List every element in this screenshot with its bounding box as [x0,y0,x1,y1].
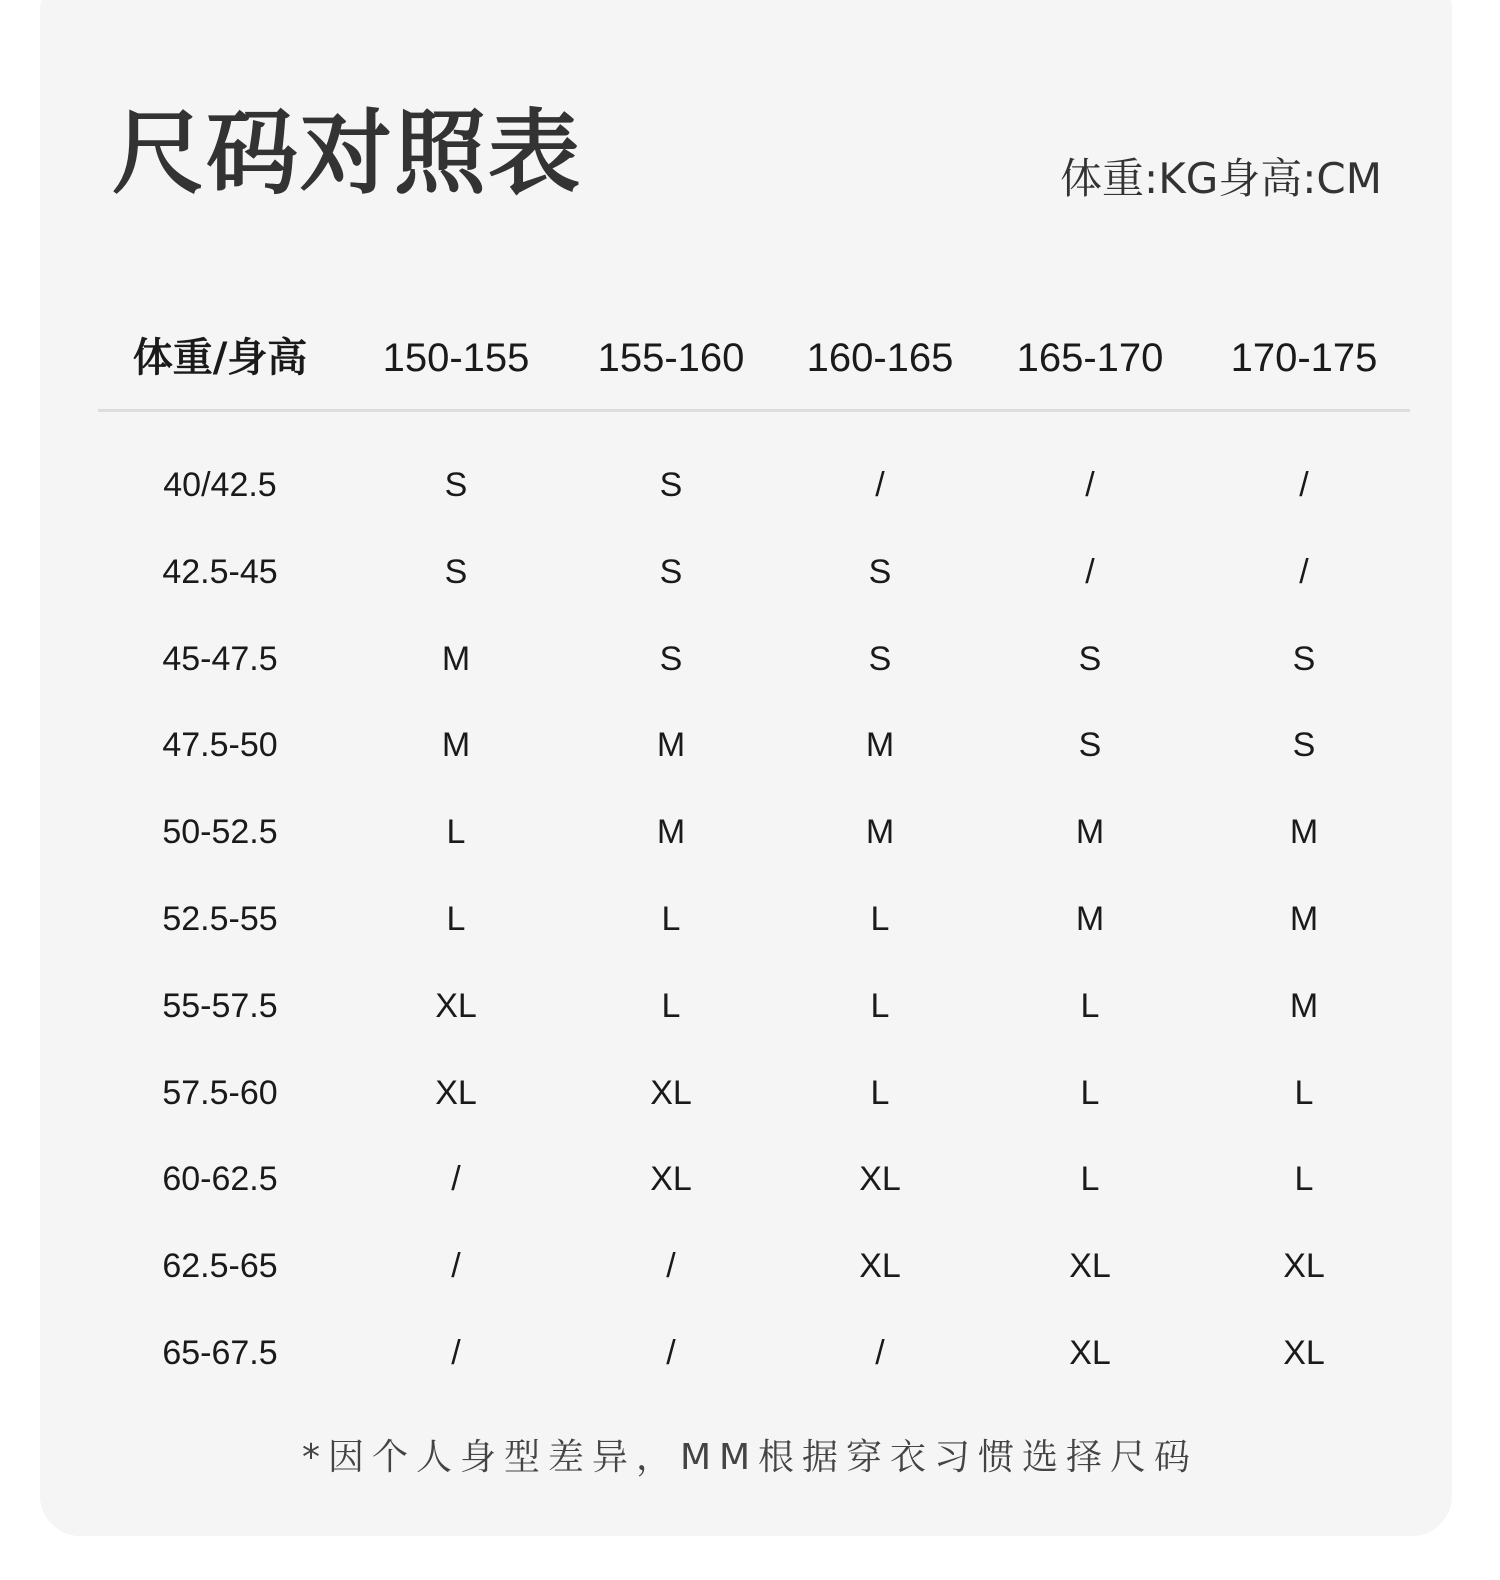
table-row [0,789,1500,876]
size-cell: / [666,1247,676,1286]
size-cell: M [656,813,686,852]
size-cell: / [1085,552,1095,591]
table-row [0,442,1500,529]
size-cell: S [659,466,683,504]
weight-range-cell: 62.5-65 [162,1247,278,1286]
size-cell: / [1299,552,1309,591]
size-cell: M [441,726,471,765]
size-cell: S [1292,639,1316,678]
size-cell: L [1294,1073,1314,1112]
size-cell: L [1080,1073,1100,1112]
size-cell: XL [1283,1247,1325,1286]
size-cell: L [870,1073,890,1112]
size-cell: XL [650,1073,692,1112]
header-weight-height: 体重/身高 [132,335,308,381]
table-row [0,1050,1500,1137]
size-cell: M [656,726,686,765]
table-body [0,442,1500,1397]
weight-range-cell: 65-67.5 [162,1333,278,1372]
size-cell: XL [435,1073,477,1112]
page-title: 尺码对照表 [112,100,583,207]
weight-range-cell: 47.5-50 [162,726,278,765]
table-row [0,963,1500,1050]
size-cell: / [1085,466,1095,504]
size-cell: XL [435,986,477,1025]
size-cell: L [1080,1160,1100,1199]
weight-range-cell: 60-62.5 [162,1160,278,1199]
weight-range-cell: 55-57.5 [162,986,278,1025]
weight-range-cell: 57.5-60 [162,1073,278,1112]
header-divider [98,409,1410,412]
size-cell: / [875,466,885,504]
table-row [0,529,1500,616]
header-height-150-155: 150-155 [382,336,530,380]
size-cell: M [1289,899,1319,938]
size-cell: S [868,552,892,591]
size-cell: XL [650,1160,692,1199]
header-height-160-165: 160-165 [806,336,954,380]
table-row [0,1136,1500,1223]
size-cell: M [441,639,471,678]
size-cell: L [1294,1160,1314,1199]
size-cell: / [451,1333,461,1372]
size-cell: / [1299,466,1309,504]
weight-range-cell: 40/42.5 [163,466,277,504]
size-cell: S [868,639,892,678]
size-cell: S [444,552,468,591]
table-header-row [0,330,1500,386]
size-cell: XL [1069,1247,1111,1286]
size-cell: / [875,1333,885,1372]
size-cell: S [1292,726,1316,765]
size-cell: S [444,466,468,504]
size-cell: S [659,639,683,678]
size-cell: L [446,813,466,852]
size-cell: / [666,1333,676,1372]
size-cell: L [870,986,890,1025]
size-cell: S [1078,726,1102,765]
size-cell: L [661,899,681,938]
unit-note: 体重:KG身高:CM [1060,154,1382,203]
footnote: *因个人身型差异，MM根据穿衣习惯选择尺码 [301,1437,1199,1478]
size-cell: XL [859,1247,901,1286]
size-cell: M [1075,899,1105,938]
size-cell: S [659,552,683,591]
table-row [0,616,1500,703]
weight-range-cell: 50-52.5 [162,813,278,852]
size-cell: M [1075,813,1105,852]
header-height-165-170: 165-170 [1016,336,1164,380]
weight-range-cell: 52.5-55 [162,899,278,938]
size-cell: XL [859,1160,901,1199]
weight-range-cell: 42.5-45 [162,552,278,591]
header-height-170-175: 170-175 [1230,336,1378,380]
size-cell: L [1080,986,1100,1025]
size-cell: L [661,986,681,1025]
size-cell: M [1289,986,1319,1025]
size-cell: / [451,1160,461,1199]
table-row [0,1310,1500,1397]
size-cell: L [870,899,890,938]
size-cell: XL [1283,1333,1325,1372]
table-row [0,1223,1500,1310]
size-cell: M [865,813,895,852]
size-cell: / [451,1247,461,1286]
table-row [0,876,1500,963]
size-cell: M [865,726,895,765]
size-cell: XL [1069,1333,1111,1372]
size-cell: S [1078,639,1102,678]
size-cell: L [446,899,466,938]
table-row [0,702,1500,789]
header-height-155-160: 155-160 [597,336,745,380]
size-cell: M [1289,813,1319,852]
weight-range-cell: 45-47.5 [162,639,278,678]
